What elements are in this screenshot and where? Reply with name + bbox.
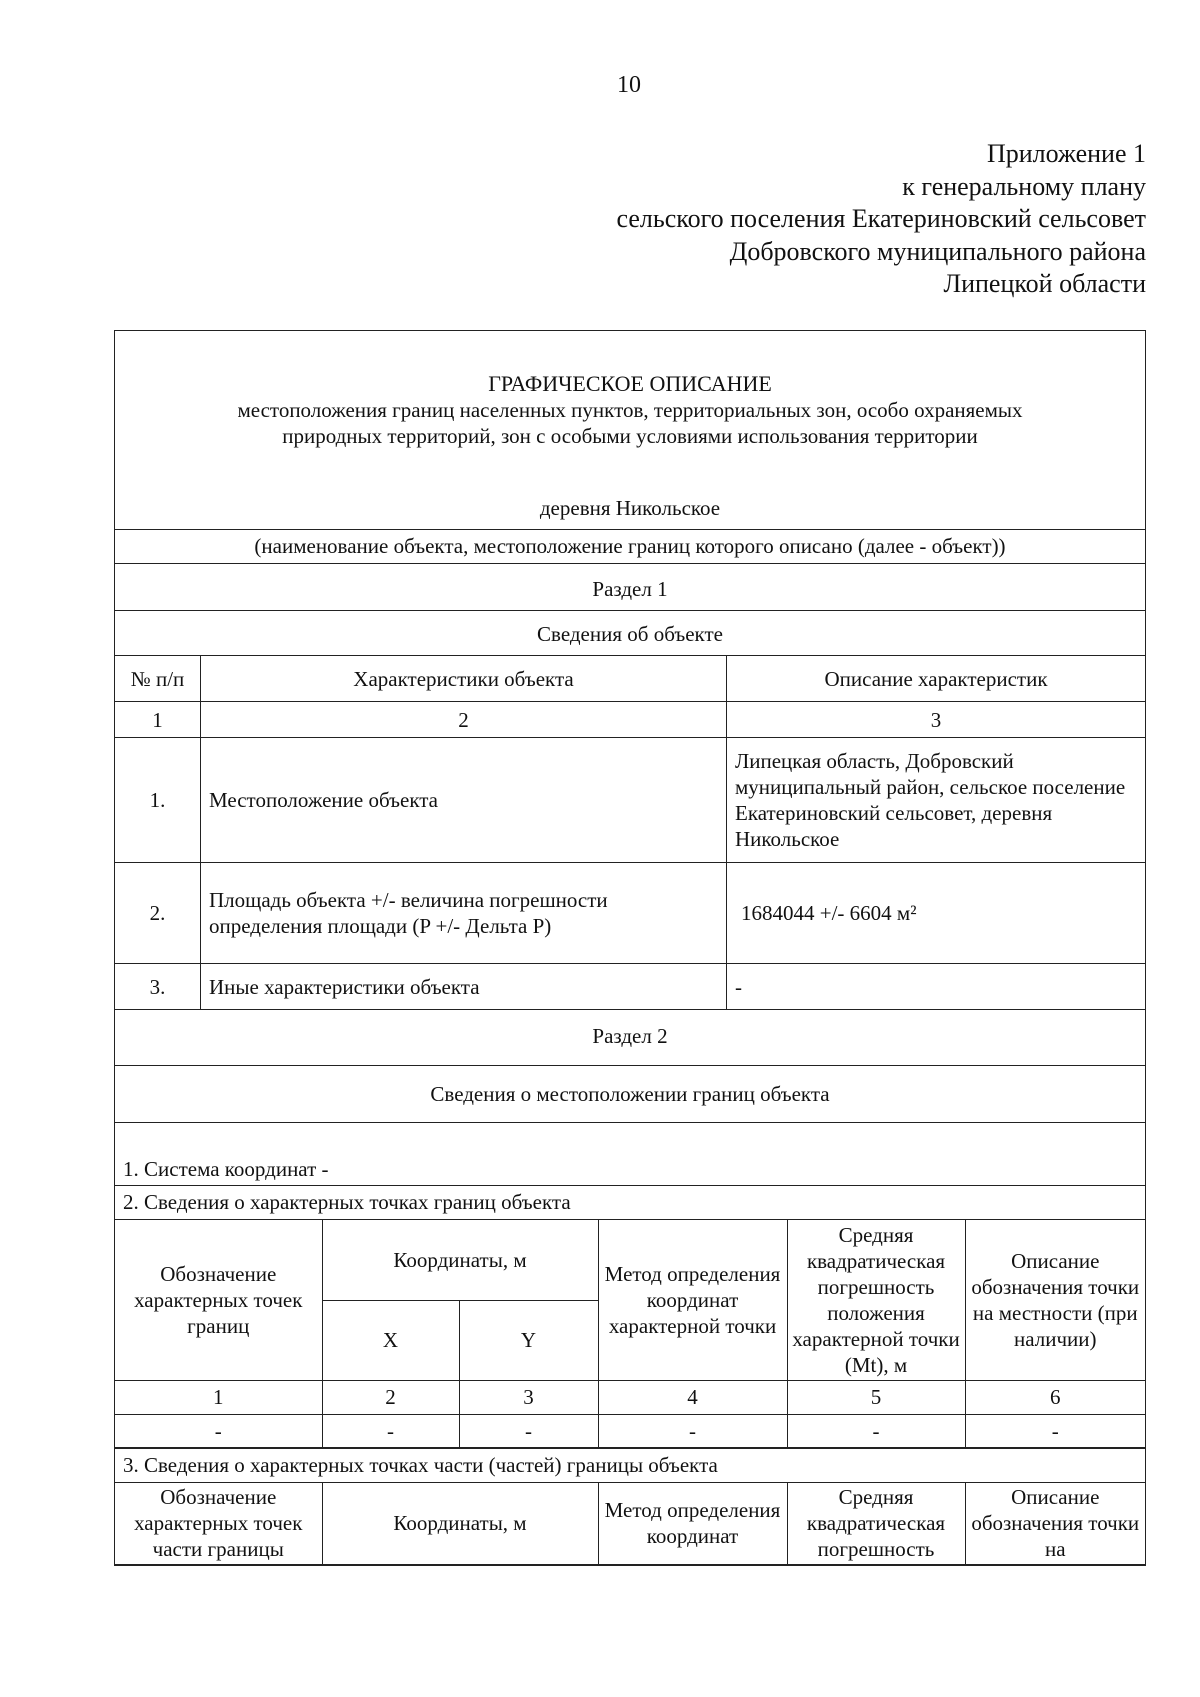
col-method: Метод определения координат характерной точки	[598, 1220, 787, 1380]
table-cell: -	[965, 1414, 1145, 1447]
col-y: Y	[459, 1300, 598, 1380]
form-title: ГРАФИЧЕСКОЕ ОПИСАНИЕ	[488, 371, 772, 396]
table-cell: -	[598, 1414, 787, 1447]
parts-table-wrapper	[115, 1483, 1145, 1565]
points-table	[115, 1220, 1145, 1448]
col-number: 2	[322, 1380, 459, 1414]
appendix-line: Добровского муниципального района	[729, 236, 1146, 266]
col-error: Средняя квадратическая погрешность	[787, 1483, 965, 1565]
col-coordinates: Координаты, м	[322, 1483, 598, 1565]
section2-subtitle: Сведения о местоположении границ объекта	[115, 1066, 1145, 1123]
appendix-line: Липецкой области	[943, 269, 1146, 298]
section1-header-row	[115, 656, 1145, 702]
form-subtitle: местоположения границ населенных пунктов, территориальных зон, особо охраняемых	[237, 398, 1023, 422]
col-number: 1	[115, 1380, 322, 1414]
col-number: 1	[115, 702, 201, 737]
table-cell: -	[459, 1414, 598, 1447]
parts-section-title: 3. Сведения о характерных точках части (частей) границы объекта	[115, 1449, 1145, 1483]
col-description: Описание обозначения точки на	[965, 1483, 1145, 1565]
col-number: 3	[459, 1380, 598, 1414]
col-header-description: Описание характеристик	[824, 666, 1048, 691]
section1-subtitle: Сведения об объекте	[115, 611, 1145, 656]
object-caption: (наименование объекта, местоположение границ которого описано (далее - объект))	[115, 530, 1145, 564]
table-row	[115, 738, 1145, 863]
appendix-line: к генеральному плану	[902, 171, 1146, 201]
row-number: 1.	[115, 738, 201, 862]
col-header-characteristic: Характеристики объекта	[201, 656, 727, 701]
col-designation: Обозначение характерных точек границ	[115, 1220, 322, 1380]
section1-numbers-row	[115, 702, 1145, 738]
row-value: 1684044 +/- 6604 м²	[741, 901, 917, 925]
col-description: Описание обозначения точки на местности (при наличии)	[965, 1220, 1145, 1380]
col-method: Метод определения координат	[598, 1483, 787, 1565]
parts-table	[115, 1483, 1145, 1565]
form-title-block	[115, 331, 1145, 530]
points-section-title: 2. Сведения о характерных точках границ объекта	[115, 1186, 1145, 1220]
row-characteristic: Местоположение объекта	[201, 738, 727, 862]
appendix-line: сельского поселения Екатериновский сельсовет	[616, 204, 1146, 233]
table-row	[115, 964, 1145, 1010]
section1-title: Раздел 1	[115, 564, 1145, 611]
row-number: 2.	[115, 863, 201, 963]
row-value: -	[735, 974, 742, 999]
table-row	[115, 863, 1145, 964]
col-designation: Обозначение характерных точек части границы	[115, 1483, 322, 1565]
appendix-line: Приложение 1	[986, 139, 1146, 168]
row-characteristic: Иные характеристики объекта	[201, 964, 727, 1009]
coordinate-system: 1. Система координат -	[115, 1123, 1145, 1186]
col-number: 2	[201, 702, 727, 737]
table-cell: -	[787, 1414, 965, 1447]
col-number: 6	[965, 1380, 1145, 1414]
col-header-num: № п/п	[115, 656, 201, 701]
table-cell: -	[115, 1414, 322, 1447]
col-error: Средняя квадратическая погрешность положения характерной точки (Mt), м	[787, 1220, 965, 1380]
col-number: 5	[787, 1380, 965, 1414]
col-number: 4	[598, 1380, 787, 1414]
row-number: 3.	[115, 964, 201, 1009]
col-x: X	[322, 1300, 459, 1380]
graphic-description-form	[114, 330, 1146, 1566]
page-number: 10	[617, 72, 641, 98]
points-table-wrapper	[115, 1220, 1145, 1449]
form-subtitle: природных территорий, зон с особыми условиями использования территории	[282, 424, 978, 448]
row-characteristic: Площадь объекта +/- величина погрешности определения площади (P +/- Дельта P)	[201, 863, 727, 963]
object-name: деревня Никольское	[539, 496, 721, 520]
appendix-note	[617, 138, 1147, 301]
section2-title: Раздел 2	[115, 1010, 1145, 1066]
row-value: Липецкая область, Добровский муниципальный район, сельское поселение Екатериновский сельсовет, деревня Никольское	[735, 749, 1126, 851]
col-number: 3	[930, 707, 942, 732]
table-cell: -	[322, 1414, 459, 1447]
col-coordinates: Координаты, м	[322, 1220, 598, 1300]
